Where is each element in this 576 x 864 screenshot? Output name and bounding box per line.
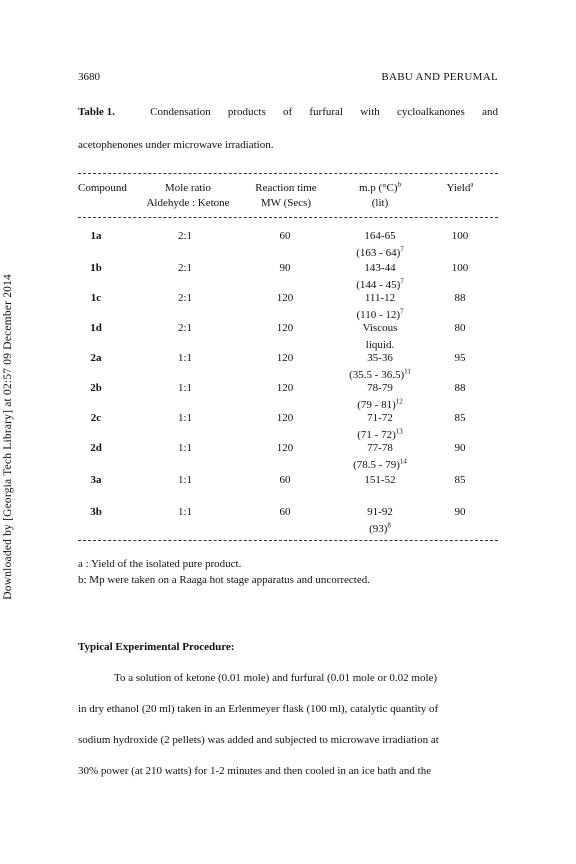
literature-value: (163 - 64)$^7$: [356, 245, 404, 259]
body-line: 30% power (at 210 watts) for 1-2 minutes and then cooled in an ice bath and the: [78, 765, 432, 777]
literature-value: (144 - 45)$^7$: [356, 277, 404, 291]
header-yield: Yield$^a$: [446, 180, 474, 194]
cell-reaction-time: 60: [279, 474, 291, 486]
cell-reaction-time: 60: [279, 506, 291, 518]
section-heading: Typical Experimental Procedure:: [78, 641, 235, 653]
cell-yield: 90: [454, 506, 466, 518]
reference-superscript: 12: [395, 397, 403, 406]
cell-melting-point: [330, 410, 430, 444]
melting-point-value: Viscous: [362, 322, 398, 334]
caption-word: products: [227, 106, 266, 118]
cell-compound: 2c: [90, 412, 102, 424]
cell-compound: 2d: [90, 442, 102, 454]
cell-yield: 85: [454, 412, 466, 424]
cell-melting-point: [330, 350, 430, 384]
cell-reaction-time: 120: [276, 442, 294, 454]
cell-reaction-time: 120: [276, 322, 294, 334]
literature-value: (79 - 81)$^{12}$: [357, 397, 403, 411]
cell-melting-point: [330, 320, 430, 354]
download-watermark: [1, 247, 15, 627]
cell-reaction-time: 120: [276, 292, 294, 304]
cell-compound: 1c: [90, 292, 102, 304]
cell-mole-ratio: 1:1: [177, 442, 193, 454]
download-notice-text: Downloaded by [Georgia Tech Library] at 02:57 09 December 2014: [2, 274, 14, 600]
cell-reaction-time: 90: [279, 262, 291, 274]
cell-compound: 1b: [90, 262, 102, 274]
literature-value: liquid.: [365, 339, 395, 351]
cell-mole-ratio: 1:1: [177, 506, 193, 518]
header-melting-point: m.p $(^\circ C)^b$ (lit): [358, 180, 402, 209]
cell-yield: 100: [451, 262, 469, 274]
cell-melting-point: [330, 228, 430, 262]
cell-melting-point: [330, 504, 430, 538]
reference-superscript: 11: [404, 367, 411, 376]
body-line: in dry ethanol (20 ml) taken in an Erlenmeyer flask (100 ml), catalytic quantity of: [78, 703, 439, 715]
body-line: sodium hydroxide (2 pellets) was added and subjected to microwave irradiation at: [78, 734, 439, 746]
table-top-rule: [78, 173, 498, 174]
caption-word: Condensation: [150, 106, 211, 118]
reference-superscript: 7: [400, 277, 404, 286]
cell-reaction-time: 120: [276, 412, 294, 424]
caption-word: of: [282, 106, 293, 118]
literature-value: $(93)^8$: [369, 521, 391, 535]
header-rule: [78, 217, 498, 218]
melting-point-value: 91-92: [367, 506, 393, 518]
cell-yield: 95: [454, 352, 466, 364]
reference-superscript: 7: [400, 307, 404, 316]
cell-mole-ratio: 1:1: [177, 474, 193, 486]
cell-melting-point: [330, 380, 430, 414]
cell-compound: 3a: [90, 474, 102, 486]
cell-mole-ratio: 2:1: [177, 292, 193, 304]
cell-yield: 100: [451, 230, 469, 242]
caption-word: with: [360, 106, 380, 118]
literature-value: (35.5 - 36.5)$^{11}$: [349, 367, 411, 381]
cell-yield: 90: [454, 442, 466, 454]
reference-superscript: 7: [400, 245, 404, 254]
melting-point-value: 151-52: [364, 474, 396, 486]
cell-mole-ratio: 2:1: [177, 230, 193, 242]
cell-mole-ratio: 2:1: [177, 322, 193, 334]
reference-superscript: 8: [387, 521, 391, 530]
cell-mole-ratio: 2:1: [177, 262, 193, 274]
footnote-a: a : Yield of the isolated pure product.: [78, 558, 242, 570]
table-label: Table 1.: [78, 106, 115, 118]
cell-mole-ratio: 1:1: [177, 352, 193, 364]
melting-point-value: 78-79: [367, 382, 393, 394]
cell-compound: 1d: [90, 322, 102, 334]
melting-point-value: 35-36: [367, 352, 393, 364]
header-compound: Compound: [78, 182, 127, 194]
table-bottom-rule: [78, 540, 498, 541]
cell-yield: 88: [454, 292, 466, 304]
cell-compound: 3b: [90, 506, 102, 518]
cell-reaction-time: 120: [276, 382, 294, 394]
melting-point-value: 71-72: [367, 412, 393, 424]
running-head: BABU AND PERUMAL: [381, 71, 498, 83]
cell-melting-point: [330, 472, 430, 489]
cell-melting-point: [330, 440, 430, 474]
page-number: 3680: [78, 71, 100, 83]
cell-reaction-time: 120: [276, 352, 294, 364]
body-line: To a solution of ketone (0.01 mole) and furfural (0.01 mole or 0.02 mole): [114, 672, 438, 684]
literature-value: (71 - 72)$^{13}$: [357, 427, 403, 441]
literature-value: (110 - 12)$^7$: [356, 307, 404, 321]
cell-mole-ratio: 1:1: [177, 382, 193, 394]
cell-yield: 80: [454, 322, 466, 334]
melting-point-value: 164-65: [364, 230, 396, 242]
melting-point-value: 77-78: [367, 442, 393, 454]
header-reaction-time: Reaction time MW (Secs): [255, 182, 317, 209]
cell-yield: 88: [454, 382, 466, 394]
cell-melting-point: [330, 290, 430, 324]
cell-mole-ratio: 1:1: [177, 412, 193, 424]
cell-compound: 2a: [90, 352, 102, 364]
cell-compound: 1a: [90, 230, 102, 242]
melting-point-value: 111-12: [364, 292, 396, 304]
cell-reaction-time: 60: [279, 230, 291, 242]
footnote-b: b: Mp were taken on a Raaga hot stage apparatus and uncorrected.: [78, 574, 370, 586]
reference-superscript: 14: [399, 457, 407, 466]
reference-superscript: 13: [395, 427, 403, 436]
caption-word: and: [482, 106, 498, 118]
header-mole-ratio: Mole ratio Aldehyde : Ketone: [146, 182, 230, 209]
cell-melting-point: [330, 260, 430, 294]
melting-point-value: 143-44: [364, 262, 396, 274]
caption-word: cycloalkanones: [397, 106, 465, 118]
literature-value: (78.5 - 79)$^{14}$: [353, 457, 407, 471]
table-caption: [78, 106, 498, 118]
table-caption-continued: acetophenones under microwave irradiation.: [78, 139, 274, 151]
cell-compound: 2b: [90, 382, 102, 394]
cell-yield: 85: [454, 474, 466, 486]
caption-word: furfural: [309, 106, 343, 118]
